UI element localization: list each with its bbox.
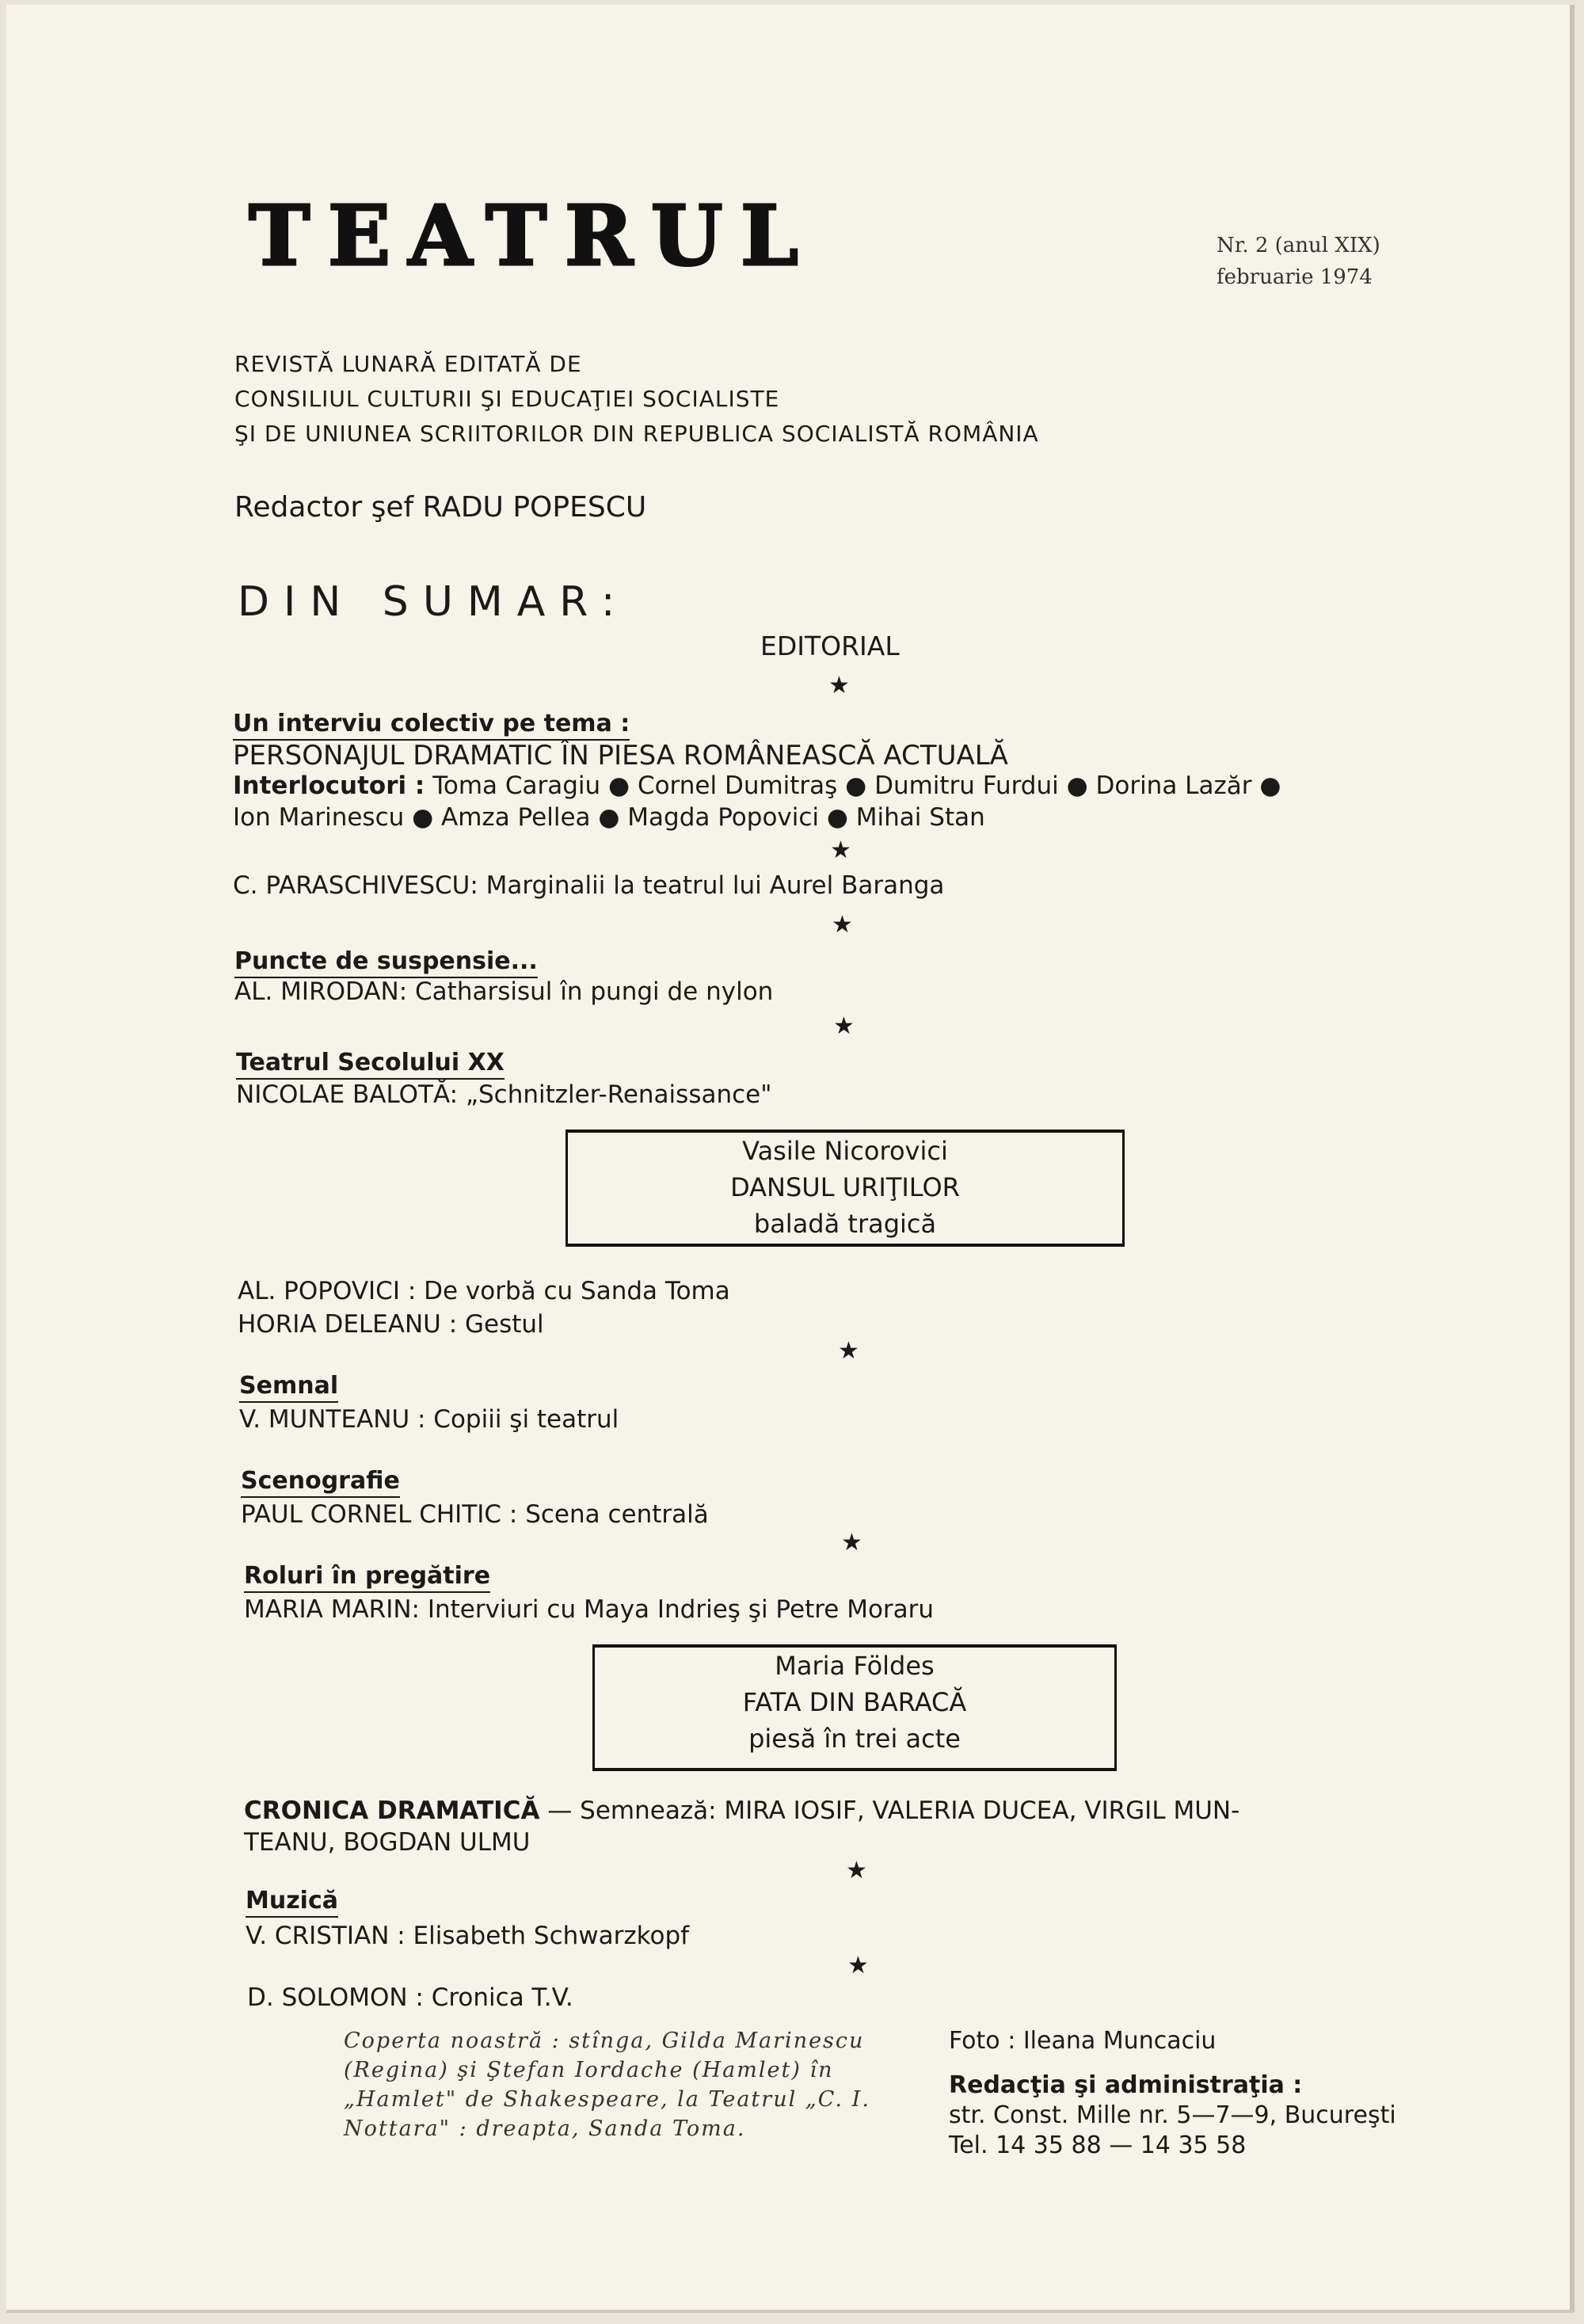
suspensie-heading: Puncte de suspensie... [234, 947, 538, 978]
featured-play-box-2 [592, 1644, 1117, 1771]
cronica-label: CRONICA DRAMATICĂ [244, 1796, 540, 1825]
secolul-heading: Teatrul Secolului XX [236, 1049, 505, 1080]
editor-in-chief: Redactor şef RADU POPESCU [234, 491, 647, 524]
box1-author: Vasile Nicorovici [742, 1136, 948, 1166]
star-divider: ★ [846, 1857, 867, 1884]
paraschivescu-article: C. PARASCHIVESCU: Marginalii la teatrul lui Aurel Baranga [233, 871, 945, 900]
star-divider: ★ [841, 1529, 862, 1556]
cronica-line-1 [244, 1796, 1239, 1825]
summary-title: DIN SUMAR: [238, 578, 630, 626]
editorial-heading: EDITORIAL [760, 631, 900, 661]
balota-article: NICOLAE BALOTĂ: „Schnitzler-Renaissance" [236, 1080, 772, 1109]
cronica-line-2: TEANU, BOGDAN ULMU [244, 1828, 531, 1857]
address: str. Const. Mille nr. 5—7—9, Bucureşti [949, 2101, 1396, 2129]
publisher-line-2: CONSILIUL CULTURII ŞI EDUCAŢIEI SOCIALISTE [234, 386, 780, 412]
publisher-block [234, 347, 1039, 451]
popovici-article: AL. POPOVICI : De vorbă cu Sanda Toma [238, 1277, 730, 1305]
interlocutors [233, 771, 1281, 800]
mirodan-article: AL. MIRODAN: Catharsisul în pungi de nylon [234, 977, 774, 1006]
star-divider: ★ [830, 836, 851, 864]
interview-heading: Un interviu colectiv pe tema : [233, 710, 630, 741]
box2-author: Maria Földes [775, 1651, 935, 1681]
issue-date: februarie 1974 [1217, 265, 1373, 289]
issue-number: Nr. 2 (anul XIX) [1217, 234, 1380, 257]
issue-info [1217, 230, 1380, 293]
star-divider: ★ [828, 672, 850, 699]
interlocutors-line-2: Ion Marinescu ● Amza Pellea ● Magda Popovici ● Mihai Stan [233, 803, 985, 832]
cronica-signers: — Semnează: MIRA IOSIF, VALERIA DUCEA, VIRGIL MUN- [547, 1796, 1240, 1825]
interview-topic: PERSONAJUL DRAMATIC ÎN PIESA ROMÂNEASCĂ ACTUALĂ [233, 740, 1008, 771]
featured-play-box-1 [565, 1130, 1125, 1247]
publisher-line-1: REVISTĂ LUNARĂ EDITATĂ DE [234, 351, 582, 377]
star-divider: ★ [832, 911, 853, 939]
box2-genre: piesă în trei acte [748, 1724, 961, 1754]
box1-genre: baladă tragică [753, 1209, 937, 1239]
phone: Tel. 14 35 88 — 14 35 58 [949, 2132, 1247, 2159]
semnal-heading: Semnal [239, 1372, 338, 1403]
box2-title: FATA DIN BARACĂ [742, 1687, 967, 1717]
cover-note: Coperta noastră : stînga, Gilda Marinescu (Regina) şi Ştefan Iordache (Hamlet) în „Hamlet" de Shakespeare, la Teatrul „C. I. Nottara" : dreapta, Sanda Toma. [344, 2029, 870, 2141]
star-divider: ★ [838, 1337, 859, 1365]
marin-article: MARIA MARIN: Interviuri cu Maya Indrieş şi Petre Moraru [244, 1595, 935, 1624]
admin-label: Redacţia şi administraţia : [949, 2071, 1303, 2099]
photo-credit: Foto : Ileana Muncaciu [949, 2027, 1217, 2055]
solomon-article: D. SOLOMON : Cronica T.V. [247, 1983, 573, 2012]
muzica-heading: Muzică [246, 1887, 338, 1918]
cristian-article: V. CRISTIAN : Elisabeth Schwarzkopf [246, 1922, 690, 1950]
deleanu-article: HORIA DELEANU : Gestul [238, 1310, 544, 1339]
interlocutors-line-1: Toma Caragiu ● Cornel Dumitraş ● Dumitru Furdui ● Dorina Lazăr ● [432, 771, 1281, 800]
teatrul-logo [241, 189, 816, 284]
logo-text: TEATRUL [249, 189, 803, 284]
publisher-line-3: ŞI DE UNIUNEA SCRIITORILOR DIN REPUBLICA SOCIALISTĂ ROMÂNIA [234, 421, 1039, 447]
chitic-article: PAUL CORNEL CHITIC : Scena centrală [241, 1500, 709, 1529]
magazine-page [6, 5, 1574, 2313]
box1-title: DANSUL URIŢILOR [730, 1172, 960, 1202]
star-divider: ★ [847, 1952, 869, 1979]
contact-block [949, 2026, 1396, 2161]
munteanu-article: V. MUNTEANU : Copiii şi teatrul [239, 1405, 619, 1434]
roluri-heading: Roluri în pregătire [244, 1562, 490, 1593]
star-divider: ★ [833, 1012, 855, 1040]
scenografie-heading: Scenografie [241, 1467, 400, 1498]
interlocutors-label: Interlocutori : [233, 771, 425, 800]
